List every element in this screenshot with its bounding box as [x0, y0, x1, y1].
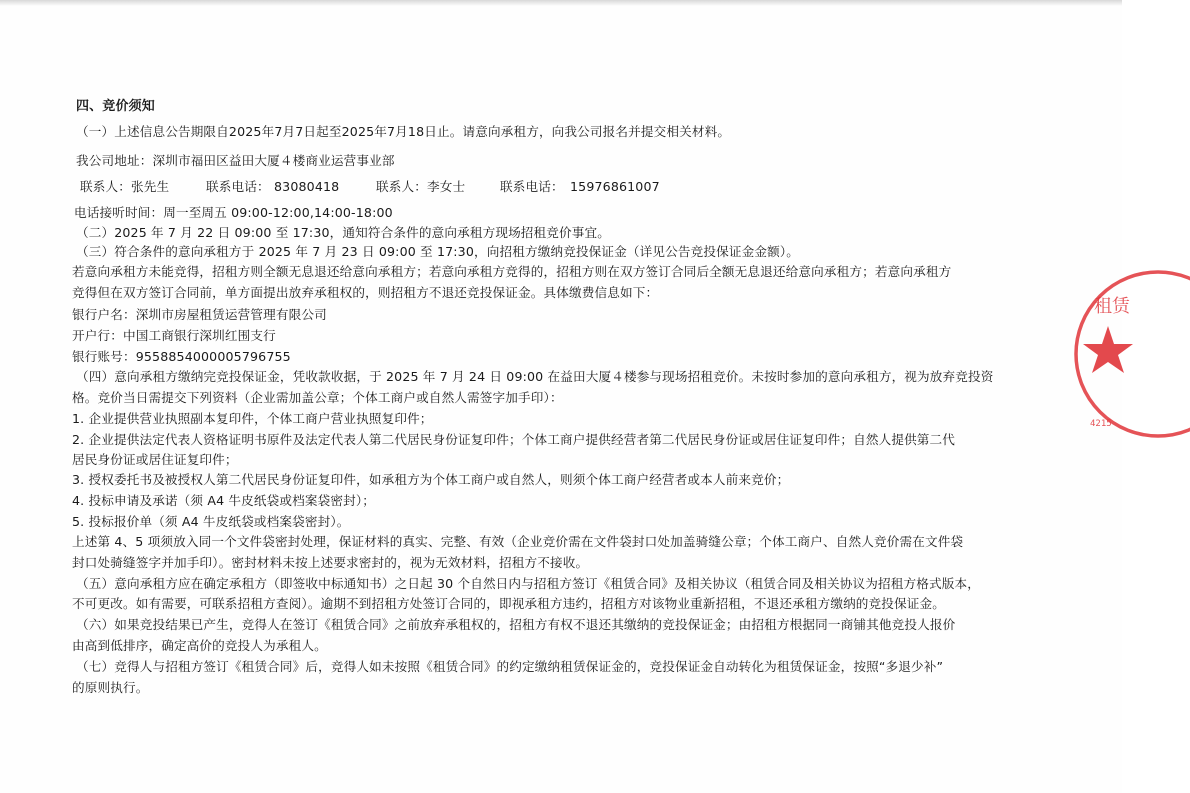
- section-heading: 四、竞价须知: [76, 99, 155, 114]
- contact-phone-2: 15976861007: [570, 179, 660, 194]
- scan-edge: [0, 0, 1122, 6]
- list-item-3: 3. 授权委托书及被授权人第二代居民身份证复印件，如承租方为个体工商户或自然人，则须个体工商户经营者或本人前来竞价；: [72, 472, 790, 487]
- list-item-2-line-1: 2. 企业提供法定代表人资格证明书原件及法定代表人第二代居民身份证复印件；个体工商户提供经营者第二代居民身份证或居住证复印件；自然人提供第二代: [72, 432, 956, 447]
- bank-account-number: 银行账号：9558854000005796755: [72, 349, 291, 364]
- contact-phone-label-2: 联系电话：: [500, 179, 564, 194]
- list-item-4: 4. 投标申请及承诺（须 A4 牛皮纸袋或档案袋密封）；: [72, 493, 376, 508]
- phone-hours: 电话接听时间：周一至周五 09:00-12:00,14:00-18:00: [74, 205, 393, 220]
- seal-text-top: 租赁: [1094, 296, 1130, 317]
- paragraph-3-continued-line-2: 竞得但在双方签订合同前，单方面提出放弃承租权的，则招租方不退还竞投保证金。具体缴费信息如下：: [72, 285, 659, 300]
- paragraph-5-line-1: （五）意向承租方应在确定承租方（即签收中标通知书）之日起 30 个自然日内与招租方签订《租赁合同》及相关协议（租赁合同及相关协议为招租方格式版本，: [76, 576, 980, 591]
- contact-phone-label-1: 联系电话：: [206, 179, 270, 194]
- paragraph-4-line-2: 格。竞价当日需提交下列资料（企业需加盖公章；个体工商户或自然人需签字加手印）：: [72, 390, 563, 405]
- paragraph-7-line-1: （七）竞得人与招租方签订《租赁合同》后，竞得人如未按照《租赁合同》的约定缴纳租赁保证金的，竞投保证金自动转化为租赁保证金，按照“多退少补”: [76, 659, 944, 674]
- seal-text-bottom: 4215: [1090, 419, 1112, 429]
- paragraph-3: （三）符合条件的意向承租方于 2025 年 7 月 23 日 09:00 至 17:30，向招租方缴纳竞投保证金（详见公告竞投保证金金额）。: [76, 244, 800, 259]
- paragraph-6-line-2: 由高到低排序，确定高价的竞投人为承租人。: [72, 638, 327, 653]
- seal-star-icon: [1083, 326, 1133, 373]
- paragraph-1: （一）上述信息公告期限自2025年7月7日起至2025年7月18日止。请意向承租方，向我公司报名并提交相关材料。: [76, 124, 731, 139]
- contact-name-2: 联系人：李女士: [376, 179, 466, 194]
- contact-row: [76, 179, 776, 195]
- contact-phone-1: 83080418: [274, 179, 340, 194]
- seal-note-line-2: 封口处骑缝签字并加手印）。密封材料未按上述要求密封的，视为无效材料，招租方不接收。: [72, 555, 589, 570]
- list-item-1: 1. 企业提供营业执照副本复印件，个体工商户营业执照复印件；: [72, 411, 433, 426]
- paragraph-3-continued-line-1: 若意向承租方未能竞得，招租方则全额无息退还给意向承租方；若意向承租方竞得的，招租方则在双方签订合同后全额无息退还给意向承租方；若意向承租方: [72, 264, 952, 279]
- paragraph-4-line-1: （四）意向承租方缴纳完竞投保证金，凭收款收据，于 2025 年 7 月 24 日 09:00 在益田大厦４楼参与现场招租竞价。未按时参加的意向承租方，视为放弃竞投资: [76, 369, 994, 384]
- bank-name: 开户行：中国工商银行深圳红围支行: [72, 328, 276, 343]
- paragraph-7-line-2: 的原则执行。: [72, 680, 149, 695]
- paragraph-5-line-2: 不可更改。如有需要，可联系招租方查阅）。逾期不到招租方处签订合同的，即视承租方违约，招租方对该物业重新招租，不退还承租方缴纳的竞投保证金。: [72, 596, 946, 611]
- paragraph-2: （二）2025 年 7 月 22 日 09:00 至 17:30，通知符合条件的意向承租方现场招租竞价事宜。: [76, 225, 611, 240]
- seal-note-line-1: 上述第 4、5 项须放入同一个文件袋密封处理，保证材料的真实、完整、有效（企业竞价需在文件袋封口处加盖骑缝公章；个体工商户、自然人竞价需在文件袋: [72, 534, 964, 549]
- company-seal-stamp: [1070, 268, 1190, 458]
- paragraph-6-line-1: （六）如果竞投结果已产生，竞得人在签订《租赁合同》之前放弃承租权的，招租方有权不退还其缴纳的竞投保证金；由招租方根据同一商铺其他竞投人报价: [76, 617, 956, 632]
- bank-account-name: 银行户名：深圳市房屋租赁运营管理有限公司: [72, 307, 327, 322]
- company-address: 我公司地址：深圳市福田区益田大厦４楼商业运营事业部: [76, 153, 395, 168]
- list-item-5: 5. 投标报价单（须 A4 牛皮纸袋或档案袋密封）。: [72, 514, 350, 529]
- list-item-2-line-2: 居民身份证或居住证复印件；: [72, 452, 238, 467]
- contact-name-1: 联系人：张先生: [80, 179, 170, 194]
